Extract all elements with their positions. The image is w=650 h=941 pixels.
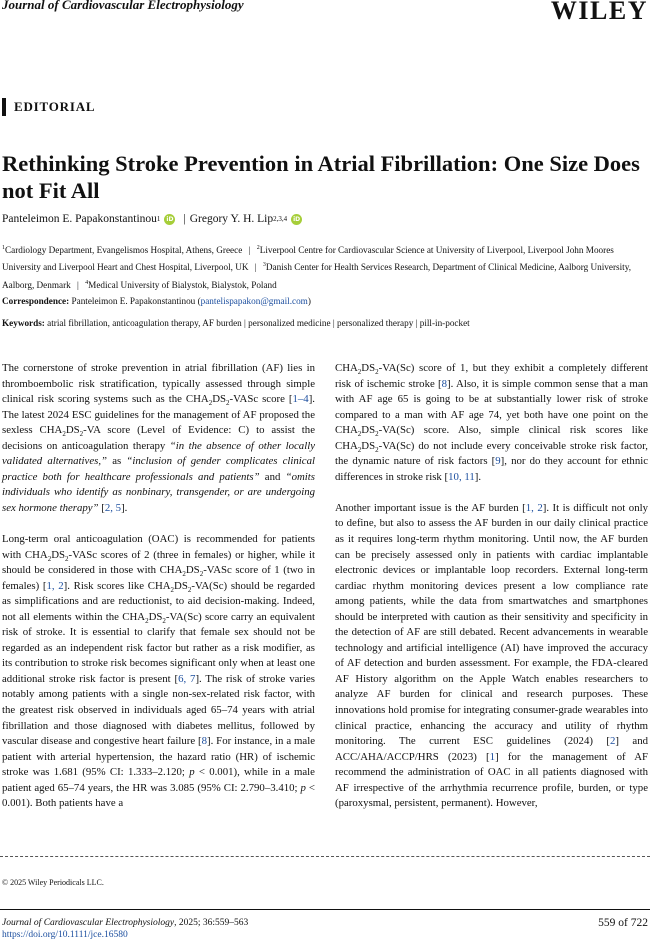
keywords-text: atrial fibrillation, anticoagulation therapy, AF burden | personalized medicine | personalized therapy | pill-in-pocket — [47, 318, 470, 328]
footer-citation — [2, 918, 248, 928]
journal-header: Journal of Cardiovascular Electrophysiology — [2, 0, 244, 12]
affiliation-4: Medical University of Bialystok, Bialystok, Poland — [88, 279, 277, 290]
correspondence: Correspondence: Panteleimon E. Papakonstantinou (pantelispapakon@gmail.com) — [2, 296, 311, 306]
citation-link[interactable]: 10, 11 — [448, 470, 475, 483]
email-link[interactable]: pantelispapakon@gmail.com — [200, 296, 308, 306]
author-2[interactable]: Gregory Y. H. Lip — [189, 213, 274, 225]
copyright-notice: © 2025 Wiley Periodicals LLC. — [2, 878, 104, 887]
citation-link[interactable]: 1, 2 — [46, 579, 64, 592]
article-title: Rethinking Stroke Prevention in Atrial Fibrillation: One Size Does not Fit All — [2, 151, 640, 203]
section-label: EDITORIAL — [14, 99, 96, 114]
citation-link[interactable]: 2 — [609, 735, 616, 748]
affiliation-2-number: 2 — [256, 245, 260, 251]
citation-link[interactable]: 1–4 — [292, 393, 309, 406]
citation-link[interactable]: 1 — [489, 750, 496, 763]
page-number: 559 of 722 — [598, 917, 648, 929]
correspondence-label: Correspondence: — [2, 296, 70, 306]
affiliation-3-number: 3 — [262, 262, 266, 269]
keywords — [2, 318, 470, 328]
paragraph: $CHA_2DS_2-VA(Sc)$ score of 1, but they exhibit a completely different risk of ischemic stroke [8]. Also, it is simple common sense that a man with AF age 65 is going to be at substantially lower risk of stroke compared to a man with AF age 74, yet both have one point on the $CHA_2DS_2-VA(Sc)$ score. Also, simple clinical risk scores like $CHA_2DS_2-VA(Sc)$ do not include every conceivable stroke risk factor, the dynamic nature of risk factors [9], nor do they account for ethnic differences in stroke risk [10, 11]. — [335, 362, 649, 483]
author-2-affiliation: 2,3,4 — [273, 215, 288, 223]
section-bar — [2, 98, 6, 116]
correspondence-name: Panteleimon E. Papakonstantinou — [71, 296, 196, 306]
citation-link[interactable]: 8 — [201, 735, 207, 748]
publisher-logo: WILEY — [550, 0, 648, 25]
body-column-left — [2, 361, 315, 812]
affiliation-1: Cardiology Department, Evangelismos Hospital, Athens, Greece — [5, 245, 243, 256]
author-separator: | — [183, 213, 186, 225]
affiliation-separator: | — [248, 245, 251, 256]
affiliation-separator: | — [77, 279, 79, 290]
affiliation-4-number: 4 — [85, 279, 89, 286]
footnote-divider — [0, 856, 650, 857]
footer-journal-name: Journal of Cardiovascular Electrophysiology — [2, 918, 175, 928]
affiliation-separator: | — [254, 262, 257, 273]
affiliation-1-number: 1 — [2, 245, 5, 251]
citation-link[interactable]: 8 — [441, 377, 448, 390]
keywords-label: Keywords: — [2, 318, 45, 328]
citation-link[interactable]: 2, 5 — [104, 501, 122, 514]
footer-rule — [0, 909, 650, 910]
author-list — [2, 213, 306, 225]
affiliation-2: Liverpool Centre for Cardiovascular Science at University of Liverpool, Liverpool John Moores University and Liverpool Heart and Chest Hospital, Liverpool, UK — [2, 245, 614, 273]
doi-link[interactable]: https://doi.org/10.1111/jce.16580 — [2, 930, 128, 940]
citation-link[interactable]: 6, 7 — [178, 672, 196, 685]
affiliation-3: Danish Center for Health Services Research, Department of Clinical Medicine, Aalborg University, Aalborg, Denmark — [2, 262, 632, 290]
author-1[interactable]: Panteleimon E. Papakonstantinou — [2, 213, 157, 225]
citation-link[interactable]: 1, 2 — [525, 501, 543, 514]
author-1-affiliation: 1 — [156, 215, 161, 223]
affiliations — [2, 241, 648, 293]
paragraph: The cornerstone of stroke prevention in atrial fibrillation (AF) lies in thromboembolic risk stratification, typically assessed through simple clinical risk scoring systems such as the $CHA_2DS_2$-VASc score [1–4]. The latest 2024 ESC guidelines for the management of AF proposed the sexless $CHA_2DS_2-VA$ score (Level of Evidence: C) to assist the decisions on anticoagulation therapy “in the absence of other locally validated alternatives,” as “inclusion of gender complicates clinical practice both for healthcare professionals and patients” and “omits individuals who identify as nonbinary, transgender, or are undergoing sex hormone therapy” [2, 5]. — [2, 362, 315, 514]
body-column-right — [335, 361, 648, 812]
citation-link[interactable]: 9 — [495, 455, 501, 468]
section-tag — [2, 98, 95, 116]
paragraph: Another important issue is the AF burden [1, 2]. It is difficult not only to define, but also to assess the AF burden in our daily clinical practice as it requires long-term rhythm monitoring. Until now, the AF burden can be precisely assessed only in patients with cardiac implantable electronic devices or implantable loop recorders. External long-term cardiac rhythm monitoring devices present a low compliance rate among patients, while the data from smartwatches and smartphones should be interpreted with caution as their sensitivity and specificity in the detection of AF are still debated. Recent advancements in wearable technology and artificial intelligence (AI) have improved the accuracy of AF detection and burden assessment. For example, the FDA-cleared AF History algorithm on the Apple Watch enables researchers to analyze AF burden for clinical and research purposes. These innovations hold promise for integrating consumer-grade wearables into clinical practice, enhancing the accuracy and utility of rhythm monitoring. The current ESC guidelines (2024) [2] and ACC/AHA/ACCP/HRS (2023) [1] for the management of AF recommend the administration of OAC in all patients diagnosed with AF irrespective of the arrhythmia recurrence profile, burden, or type (paroxysmal, persistent, permanent). However, — [335, 501, 649, 810]
paragraph: Long-term oral anticoagulation (OAC) is recommended for patients with $CHA_2DS_2$-VASc scores of 2 (three in females) or higher, while it should be considered in those with $CHA_2DS_2$-VASc score of 1 (two in females) [1, 2]. Risk scores like $CHA_2DS_2-VA(Sc)$ should be regarded as simplifications and are reductionist, to aid decision-making. Indeed, not all elements within the $CHA_2DS_2-VA(Sc)$ score carry an equivalent risk of stroke. It is essential to clarify that female sex should not be regarded as an independent risk factor but rather as a risk modifier, as its contribution to stroke risk becomes significant only when at least one additional stroke risk factor is present [6, 7]. The risk of stroke varies notably among patients with a single non-sex-related risk factor, with the greatest risk observed in individuals aged 65–74 years with atrial fibrillation and those diagnosed with diabetes mellitus, followed by vascular disease and congestive heart failure [8]. For instance, in a male patient with arterial hypertension, the hazard ratio (HR) of ischemic stroke was 1.681 (95% CI: 1.333–2.120; p < 0.001), while in a male patient aged 65–74 years, the HR was 3.085 (95% CI: 2.790–3.410; p < 0.001). Both patients have a — [2, 533, 316, 810]
orcid-icon[interactable]: iD — [293, 215, 301, 223]
orcid-icon[interactable]: iD — [166, 215, 174, 223]
footer-volume: , 2025; 36:559–563 — [174, 918, 249, 928]
